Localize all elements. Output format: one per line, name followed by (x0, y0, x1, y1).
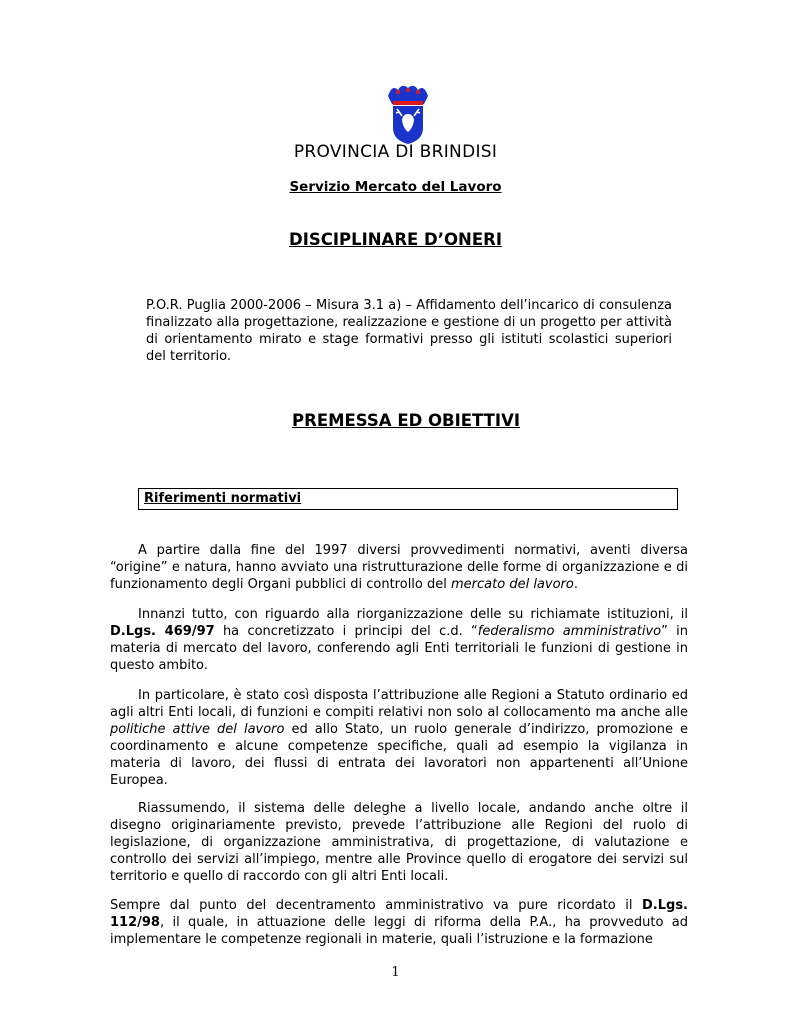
province-name: PROVINCIA DI BRINDISI (293, 142, 498, 162)
section-title: PREMESSA ED OBIETTIVI (292, 411, 520, 430)
paragraph-2-text-c: ha concretizzato i principi del c.d. “ (214, 624, 478, 639)
paragraph-1-italic: mercato del lavoro (451, 577, 574, 592)
paragraph-3-italic: politiche attive del lavoro (110, 722, 285, 737)
paragraph-3 (110, 687, 688, 789)
paragraph-2-text-e: ” in materia di mercato del lavoro, conferendo agli Enti territoriali le funzioni di gestione in questo ambito. (110, 624, 688, 673)
page-number: 1 (391, 965, 400, 980)
subsection-box (138, 488, 678, 510)
paragraph-5-text-c: , il quale, in attuazione delle leggi di riforma della P.A., ha provveduto ad implementare le competenze regionali in materie, quali l’istruzione e la formazione (110, 915, 688, 947)
paragraph-2 (110, 606, 688, 674)
paragraph-3-text-a: In particolare, è stato così disposta l’attribuzione alle Regioni a Statuto ordinario ed agli altri Enti locali, di funzioni e compiti relativi non solo al collocamento ma anche alle (110, 688, 688, 720)
paragraph-1-text-a: A partire dalla fine del 1997 diversi provvedimenti normativi, aventi diversa “origine” e natura, hanno avviato una ristrutturazione delle forme di organizzazione e di funzionamento degli Organi pubblici di controllo del (110, 543, 688, 592)
paragraph-3-text-c: ed allo Stato, un ruolo generale d’indirizzo, promozione e coordinamento e alcune competenze specifiche, quali ad esempio la vigilanza in materia di lavoro, dei flussi di entrata dei lavoratori non appartenenti all’Unione Europea. (110, 722, 688, 788)
paragraph-1-text-c: . (573, 577, 578, 592)
paragraph-4: Riassumendo, il sistema delle deleghe a livello locale, andando anche oltre il disegno originariamente previsto, prevede l’attribuzione alle Regioni del ruolo di legislazione, di organizzazione amministrativa, di progettazione, di valutazione e controllo dei servizi all’impiego, mentre alle Province quello di erogatore dei servizi sul territorio e quello di raccordo con gli altri Enti locali. (110, 801, 688, 884)
service-name: Servizio Mercato del Lavoro (289, 179, 502, 195)
subsection-title: Riferimenti normativi (144, 491, 302, 506)
paragraph-2-text-a: Innanzi tutto, con riguardo alla riorganizzazione delle su richiamate istituzioni, il (138, 607, 688, 622)
provincia-di-brindisi-coat-of-arms (384, 84, 432, 144)
paragraph-5-text-a: Sempre dal punto del decentramento amministrativo va pure ricordato il (110, 898, 642, 913)
intro-paragraph: P.O.R. Puglia 2000-2006 – Misura 3.1 a) – Affidamento dell’incarico di consulenza finalizzato alla progettazione, realizzazione e gestione di un progetto per attività di orientamento mirato e stage formativi presso gli istituti scolastici superiori del territorio. (146, 298, 672, 364)
paragraph-5-law-ref: D.Lgs. 112/98 (110, 898, 688, 930)
document-title: DISCIPLINARE D’ONERI (289, 230, 502, 249)
paragraph-1 (110, 542, 688, 593)
paragraph-2-law-ref: D.Lgs. 469/97 (110, 624, 215, 639)
paragraph-5 (110, 897, 688, 948)
paragraph-2-italic: federalismo amministrativo (477, 624, 662, 639)
